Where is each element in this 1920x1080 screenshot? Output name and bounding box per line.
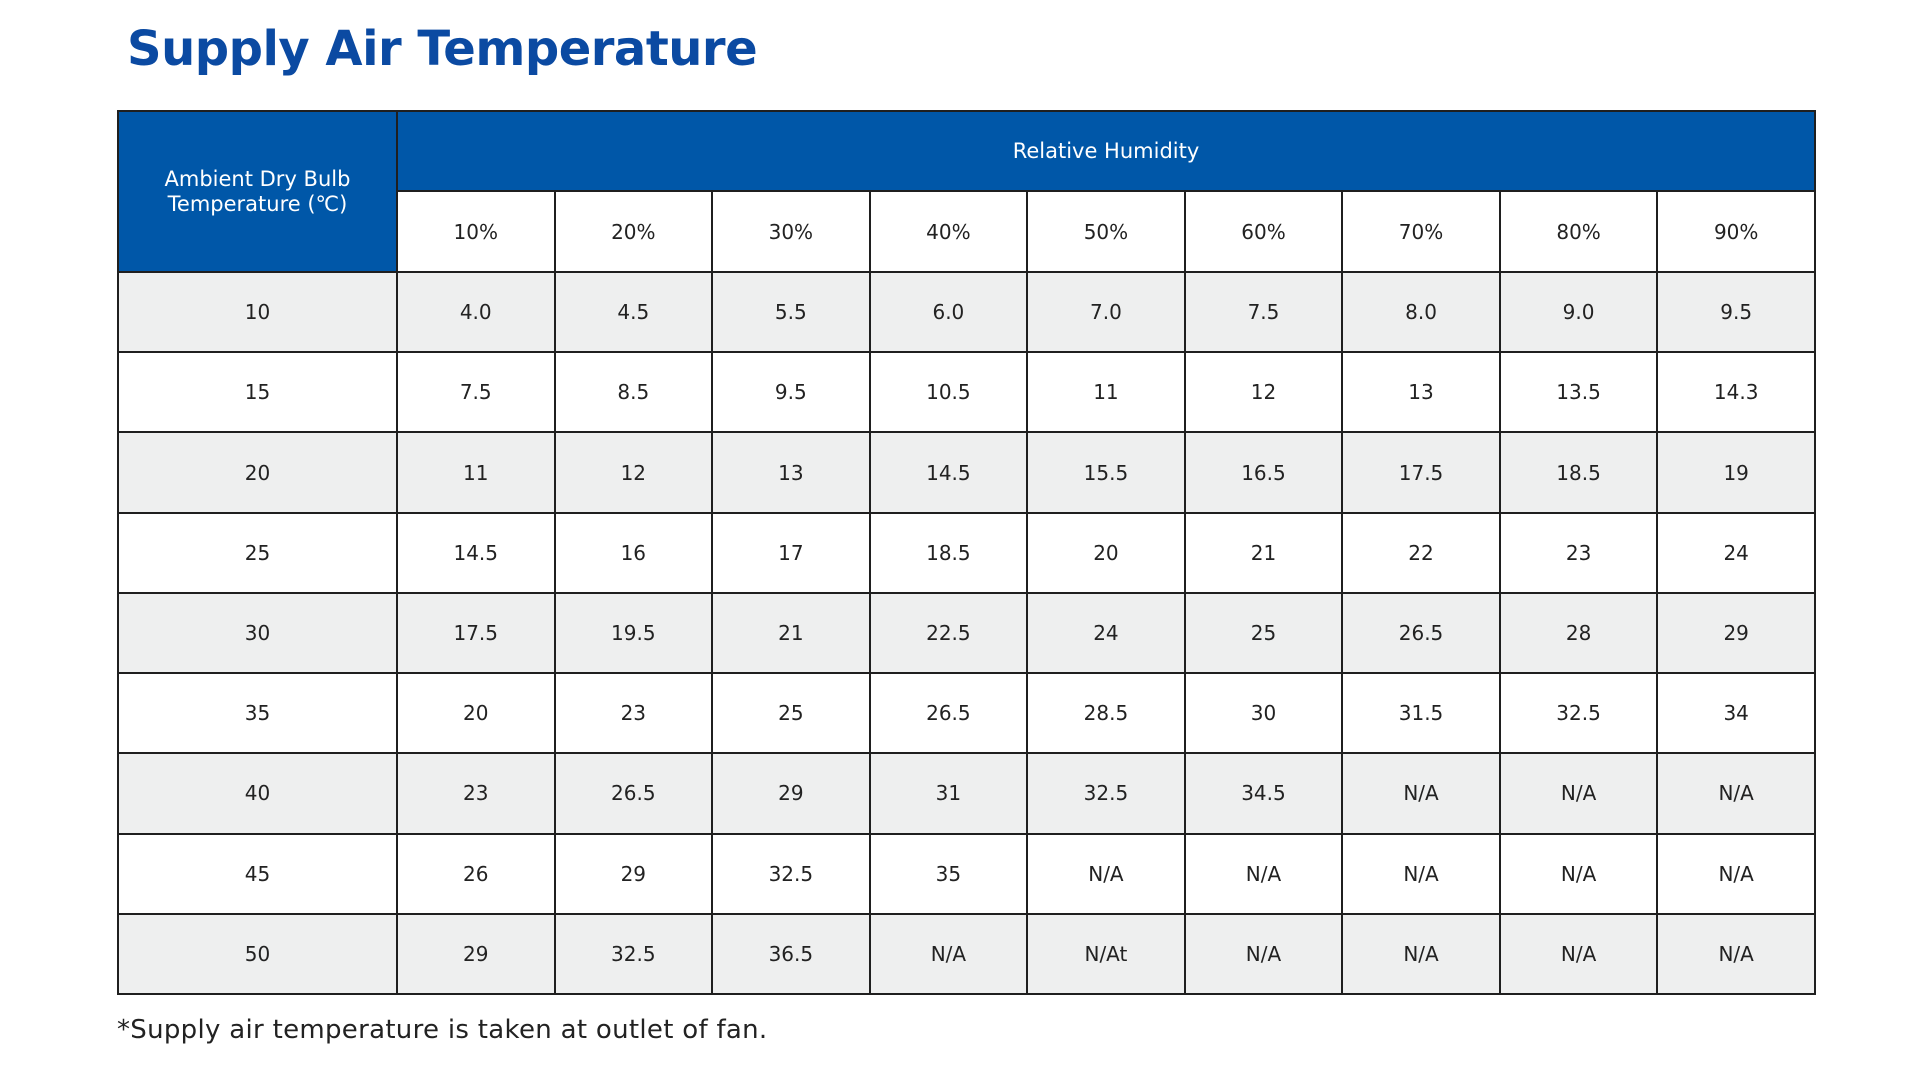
humidity-column-header: 70% <box>1342 191 1500 272</box>
table-cell: 24 <box>1027 593 1185 673</box>
footnote: *Supply air temperature is taken at outlet of fan. <box>117 1015 768 1045</box>
table-cell: 34.5 <box>1185 753 1343 833</box>
table-cell: 14.3 <box>1657 352 1815 432</box>
table-cell: 20 <box>1027 513 1185 593</box>
table-cell: 26.5 <box>1342 593 1500 673</box>
table-cell: N/A <box>1500 914 1658 994</box>
table-cell: 14.5 <box>870 432 1028 512</box>
table-cell: N/A <box>1342 753 1500 833</box>
table-cell: 7.5 <box>1185 272 1343 352</box>
row-label-cell: 15 <box>118 352 397 432</box>
table-cell: 31.5 <box>1342 673 1500 753</box>
table-cell: 29 <box>712 753 870 833</box>
table-cell: 5.5 <box>712 272 870 352</box>
table-cell: N/A <box>1657 834 1815 914</box>
table-row <box>118 673 1815 753</box>
table-cell: 21 <box>712 593 870 673</box>
row-label-cell: 25 <box>118 513 397 593</box>
page-title: Supply Air Temperature <box>127 21 758 77</box>
table-cell: 32.5 <box>712 834 870 914</box>
humidity-column-header: 10% <box>397 191 555 272</box>
table-cell: 29 <box>555 834 713 914</box>
table-cell: 36.5 <box>712 914 870 994</box>
table-cell: 13 <box>1342 352 1500 432</box>
table-cell: 7.0 <box>1027 272 1185 352</box>
row-header-cell: Ambient Dry Bulb Temperature (℃) <box>118 111 397 272</box>
table-cell: 26.5 <box>555 753 713 833</box>
table-cell: 6.0 <box>870 272 1028 352</box>
row-label-cell: 50 <box>118 914 397 994</box>
humidity-column-header: 80% <box>1500 191 1658 272</box>
table-cell: 35 <box>870 834 1028 914</box>
table-cell: 29 <box>397 914 555 994</box>
humidity-column-header: 20% <box>555 191 713 272</box>
table-cell: 9.5 <box>712 352 870 432</box>
table-cell: 16.5 <box>1185 432 1343 512</box>
table-cell: 17.5 <box>1342 432 1500 512</box>
table-cell: 18.5 <box>870 513 1028 593</box>
table-cell: 21 <box>1185 513 1343 593</box>
table-cell: N/A <box>1342 914 1500 994</box>
table-cell: 4.0 <box>397 272 555 352</box>
humidity-column-header: 30% <box>712 191 870 272</box>
table-cell: N/A <box>1500 834 1658 914</box>
table-cell: N/A <box>1342 834 1500 914</box>
table-cell: 8.5 <box>555 352 713 432</box>
table-cell: 32.5 <box>555 914 713 994</box>
table-cell: 11 <box>1027 352 1185 432</box>
table-cell: 23 <box>397 753 555 833</box>
table-row <box>118 352 1815 432</box>
table-cell: 25 <box>1185 593 1343 673</box>
table-cell: 19 <box>1657 432 1815 512</box>
table-cell: 9.5 <box>1657 272 1815 352</box>
table-cell: 8.0 <box>1342 272 1500 352</box>
row-label-cell: 35 <box>118 673 397 753</box>
table-row <box>118 513 1815 593</box>
table-cell: 19.5 <box>555 593 713 673</box>
table-cell: 13.5 <box>1500 352 1658 432</box>
table-cell: 32.5 <box>1500 673 1658 753</box>
table-cell: 10.5 <box>870 352 1028 432</box>
table-cell: 23 <box>1500 513 1658 593</box>
table-cell: 25 <box>712 673 870 753</box>
table-cell: 14.5 <box>397 513 555 593</box>
row-label-cell: 10 <box>118 272 397 352</box>
table-cell: 26.5 <box>870 673 1028 753</box>
table-cell: N/A <box>1027 834 1185 914</box>
table-cell: 12 <box>555 432 713 512</box>
humidity-column-header: 60% <box>1185 191 1343 272</box>
table-cell: N/A <box>1657 753 1815 833</box>
table-cell: 18.5 <box>1500 432 1658 512</box>
table-row <box>118 272 1815 352</box>
table-row <box>118 593 1815 673</box>
table-cell: 9.0 <box>1500 272 1658 352</box>
humidity-column-header: 50% <box>1027 191 1185 272</box>
table-row <box>118 834 1815 914</box>
table-cell: 26 <box>397 834 555 914</box>
table-cell: 24 <box>1657 513 1815 593</box>
table-cell: 20 <box>397 673 555 753</box>
table-cell: 28.5 <box>1027 673 1185 753</box>
row-label-cell: 30 <box>118 593 397 673</box>
humidity-column-header: 90% <box>1657 191 1815 272</box>
row-label-cell: 20 <box>118 432 397 512</box>
table-cell: 7.5 <box>397 352 555 432</box>
table-cell: N/A <box>1500 753 1658 833</box>
table-cell: 15.5 <box>1027 432 1185 512</box>
table-cell: 28 <box>1500 593 1658 673</box>
table-cell: 16 <box>555 513 713 593</box>
table-cell: 34 <box>1657 673 1815 753</box>
table-cell: N/A <box>870 914 1028 994</box>
table-row <box>118 914 1815 994</box>
column-group-header: Relative Humidity <box>397 111 1815 191</box>
table-row <box>118 432 1815 512</box>
table-cell: 22 <box>1342 513 1500 593</box>
table-cell: N/A <box>1185 914 1343 994</box>
table-cell: 13 <box>712 432 870 512</box>
table-cell: 32.5 <box>1027 753 1185 833</box>
row-label-cell: 40 <box>118 753 397 833</box>
table-cell: N/At <box>1027 914 1185 994</box>
table-row <box>118 753 1815 833</box>
row-label-cell: 45 <box>118 834 397 914</box>
table-cell: 17.5 <box>397 593 555 673</box>
table-cell: 23 <box>555 673 713 753</box>
table-cell: 4.5 <box>555 272 713 352</box>
supply-air-temperature-table <box>117 110 1816 995</box>
table-cell: 12 <box>1185 352 1343 432</box>
table-cell: 11 <box>397 432 555 512</box>
table-cell: 30 <box>1185 673 1343 753</box>
table-body <box>118 272 1815 994</box>
table-cell: 31 <box>870 753 1028 833</box>
table-cell: 17 <box>712 513 870 593</box>
table-cell: N/A <box>1657 914 1815 994</box>
table-cell: 29 <box>1657 593 1815 673</box>
table-cell: N/A <box>1185 834 1343 914</box>
table-cell: 22.5 <box>870 593 1028 673</box>
humidity-column-header: 40% <box>870 191 1028 272</box>
